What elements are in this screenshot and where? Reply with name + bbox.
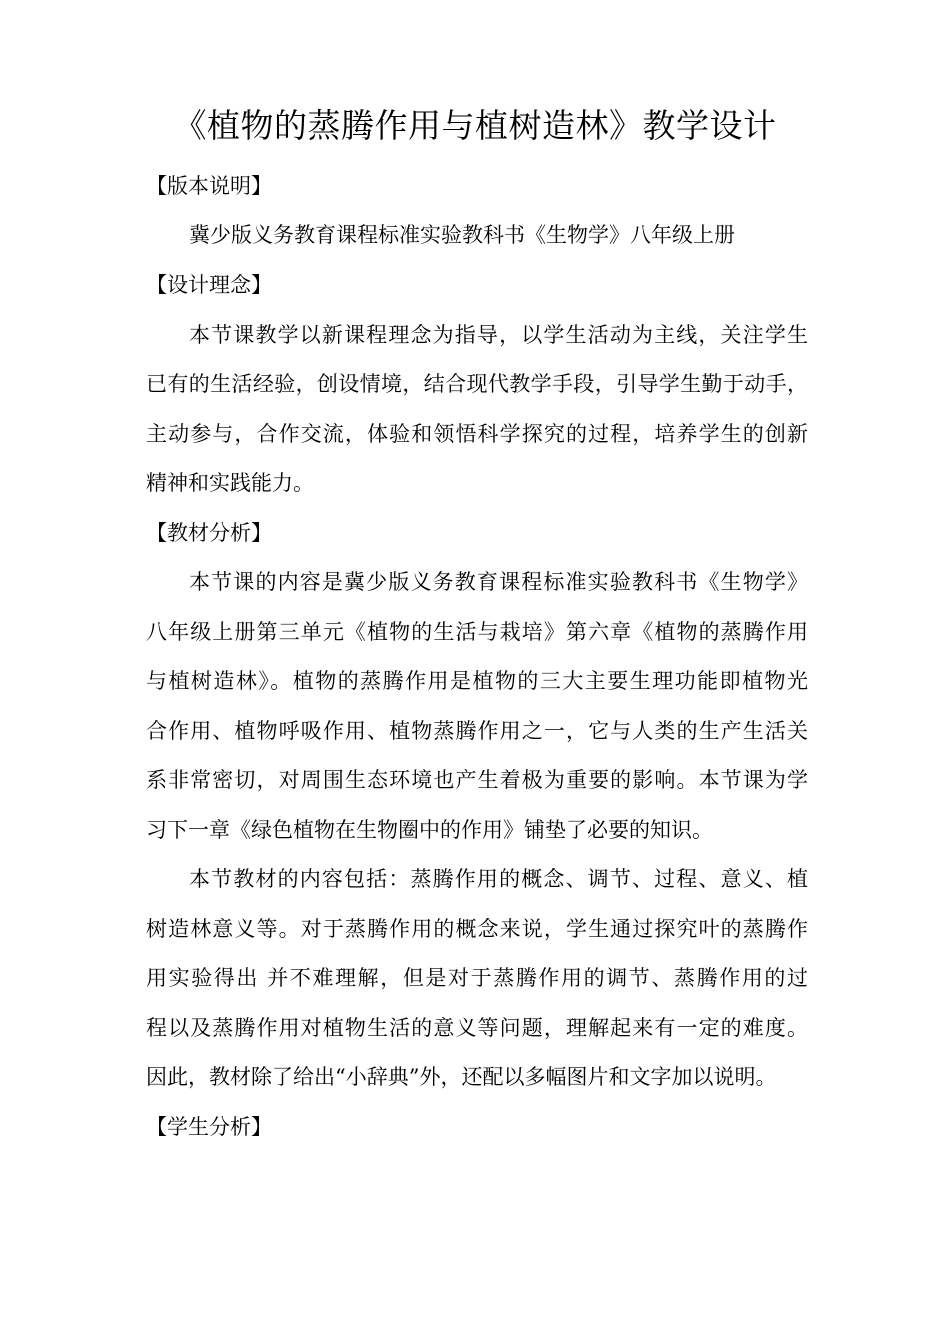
paragraph-line: 树造林意义等。对于蒸腾作用的概念来说，学生通过探究叶的蒸腾作 <box>146 917 808 941</box>
paragraph-line: 本节教材的内容包括：蒸腾作用的概念、调节、过程、意义、植 <box>189 867 808 891</box>
section-heading-student-analysis: 【学生分析】 <box>146 1115 272 1139</box>
section-heading-design-concept: 【设计理念】 <box>146 273 272 297</box>
paragraph-line: 本节课教学以新课程理念为指导，以学生活动为主线，关注学生 <box>189 323 808 347</box>
paragraph-line: 八年级上册第三单元《植物的生活与栽培》第六章《植物的蒸腾作用 <box>146 620 808 644</box>
paragraph-line: 本节课的内容是冀少版义务教育课程标准实验教科书《生物学》 <box>189 570 808 594</box>
paragraph-line: 用实验得出 并不难理解，但是对于蒸腾作用的调节、蒸腾作用的过 <box>146 966 808 990</box>
paragraph-line: 精神和实践能力。 <box>146 471 314 495</box>
section-heading-textbook-analysis: 【教材分析】 <box>146 521 272 545</box>
paragraph-line: 已有的生活经验，创设情境，结合现代教学手段，引导学生勤于动手， <box>146 372 808 396</box>
paragraph-line: 冀少版义务教育课程标准实验教科书《生物学》八年级上册 <box>189 223 735 247</box>
paragraph-line: 合作用、植物呼吸作用、植物蒸腾作用之一，它与人类的生产生活关 <box>146 719 808 743</box>
paragraph-line: 主动参与，合作交流，体验和领悟科学探究的过程，培养学生的创新 <box>146 422 808 446</box>
section-heading-version: 【版本说明】 <box>146 174 272 198</box>
paragraph-line: 程以及蒸腾作用对植物生活的意义等问题，理解起来有一定的难度。 <box>146 1016 808 1040</box>
paragraph-line: 习下一章《绿色植物在生物圈中的作用》铺垫了必要的知识。 <box>146 818 713 842</box>
paragraph-line: 因此，教材除了给出“小辞典”外，还配以多幅图片和文字加以说明。 <box>146 1065 777 1089</box>
document-title: 《植物的蒸腾作用与植树造林》教学设计 <box>173 106 777 145</box>
paragraph-line: 系非常密切，对周围生态环境也产生着极为重要的影响。本节课为学 <box>146 768 808 792</box>
paragraph-line: 与植树造林》。植物的蒸腾作用是植物的三大主要生理功能即植物光 <box>146 669 808 693</box>
